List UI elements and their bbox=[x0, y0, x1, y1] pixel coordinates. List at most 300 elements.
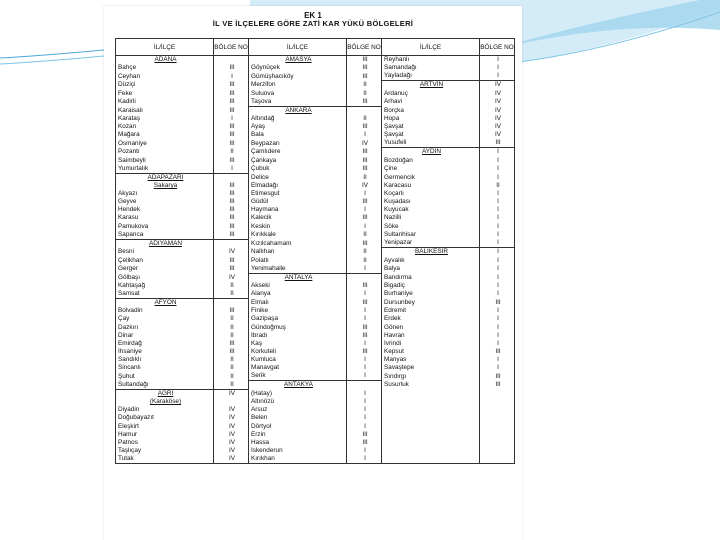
zone-number: III bbox=[347, 324, 382, 332]
table-row bbox=[116, 248, 515, 257]
table-row bbox=[116, 139, 515, 148]
zone-number bbox=[214, 173, 249, 182]
zone-number: I bbox=[480, 265, 515, 274]
district-name: Nazilli bbox=[382, 214, 480, 222]
zone-number: III bbox=[347, 56, 382, 65]
zone-number: I bbox=[347, 447, 382, 455]
zone-number: III bbox=[347, 431, 382, 439]
district-name: Arsuz bbox=[249, 406, 347, 414]
table-row bbox=[116, 315, 515, 323]
province-heading: ARTVİN bbox=[382, 81, 480, 90]
district-name: Arhavi bbox=[382, 98, 480, 107]
district-name: Taşova bbox=[249, 98, 347, 107]
district-name: Serik bbox=[249, 372, 347, 381]
zone-number bbox=[480, 447, 515, 455]
zone-number: IV bbox=[214, 414, 249, 422]
zone-number: III bbox=[347, 157, 382, 165]
district-name: Şavşat bbox=[382, 123, 480, 131]
zone-number: IV bbox=[214, 423, 249, 431]
zone-number: IV bbox=[214, 455, 249, 464]
column-header: İL/İLÇE bbox=[249, 39, 347, 56]
zone-number: I bbox=[214, 165, 249, 174]
zone-number: I bbox=[480, 173, 515, 182]
zone-number: III bbox=[214, 131, 249, 139]
district-name: Ardanuç bbox=[382, 90, 480, 98]
district-name: Elmadağı bbox=[249, 182, 347, 190]
district-name: Erdek bbox=[382, 315, 480, 323]
district-name: Eleşkirt bbox=[116, 423, 214, 431]
zone-number: IV bbox=[480, 131, 515, 139]
district-name: Kepsut bbox=[382, 348, 480, 356]
zone-number: III bbox=[347, 439, 382, 447]
column-header: İL/İLÇE bbox=[382, 39, 480, 56]
table-row bbox=[116, 455, 515, 464]
table-row bbox=[116, 290, 515, 299]
table-row bbox=[116, 72, 515, 81]
table-row bbox=[116, 282, 515, 290]
district-name: Akseki bbox=[249, 282, 347, 290]
table-row bbox=[116, 324, 515, 332]
district-name: Kızılcahamam bbox=[249, 239, 347, 248]
district-name: Sındırgı bbox=[382, 372, 480, 381]
district-name: Çine bbox=[382, 165, 480, 174]
zone-number: III bbox=[480, 348, 515, 356]
district-name: Tutak bbox=[116, 455, 214, 464]
district-name: Reyhanlı bbox=[382, 56, 480, 65]
zone-number bbox=[214, 56, 249, 65]
district-name bbox=[382, 447, 480, 455]
zone-number: II bbox=[214, 372, 249, 381]
province-heading: ANKARA bbox=[249, 106, 347, 115]
zone-number: I bbox=[480, 324, 515, 332]
district-name: Kozan bbox=[116, 123, 214, 131]
zone-number: I bbox=[480, 148, 515, 157]
table-row bbox=[116, 265, 515, 274]
district-name: Doğubayazıt bbox=[116, 414, 214, 422]
zone-number: I bbox=[347, 364, 382, 372]
table-row bbox=[116, 332, 515, 340]
district-name: Şuhut bbox=[116, 372, 214, 381]
zone-number: I bbox=[480, 315, 515, 323]
district-name: İbradı bbox=[249, 332, 347, 340]
province-heading: AYDIN bbox=[382, 148, 480, 157]
zone-number: IV bbox=[480, 90, 515, 98]
table-row bbox=[116, 190, 515, 198]
zone-number: III bbox=[214, 90, 249, 98]
zone-number: III bbox=[347, 72, 382, 81]
table-row bbox=[116, 223, 515, 231]
district-name bbox=[382, 423, 480, 431]
district-name: Altınözü bbox=[249, 398, 347, 406]
district-name: Ayvalık bbox=[382, 257, 480, 265]
district-name: Karataş bbox=[116, 115, 214, 123]
zone-number: IV bbox=[214, 390, 249, 399]
zone-number bbox=[480, 406, 515, 414]
district-name bbox=[382, 398, 480, 406]
district-name: Gündoğmuş bbox=[249, 324, 347, 332]
district-name: Etimesgut bbox=[249, 190, 347, 198]
district-name: Suluova bbox=[249, 90, 347, 98]
zone-number: I bbox=[347, 398, 382, 406]
district-name: Bolvadin bbox=[116, 307, 214, 315]
table-row bbox=[116, 273, 515, 282]
table-row bbox=[116, 390, 515, 399]
district-name: Gerger bbox=[116, 265, 214, 274]
zone-number: III bbox=[347, 123, 382, 131]
district-name: İvrindi bbox=[382, 340, 480, 348]
district-name: Savaştepe bbox=[382, 364, 480, 372]
district-name: Samsat bbox=[116, 290, 214, 299]
document-subtitle: İL VE İLÇELERE GÖRE ZATİ KAR YÜKÜ BÖLGELERİ bbox=[212, 19, 414, 28]
province-heading: ADIYAMAN bbox=[116, 239, 214, 248]
district-name bbox=[382, 431, 480, 439]
table-row bbox=[116, 447, 515, 455]
district-name bbox=[382, 439, 480, 447]
zone-number: III bbox=[214, 98, 249, 107]
table-row bbox=[116, 307, 515, 315]
district-name: Dursunbey bbox=[382, 299, 480, 308]
zone-number: I bbox=[347, 414, 382, 422]
zone-number: II bbox=[347, 231, 382, 240]
zone-number bbox=[347, 273, 382, 282]
district-name: Finike bbox=[249, 307, 347, 315]
zone-number: III bbox=[347, 98, 382, 107]
zone-number: I bbox=[347, 356, 382, 364]
district-name: Gönen bbox=[382, 324, 480, 332]
district-name: Haymana bbox=[249, 206, 347, 214]
zone-number: I bbox=[347, 340, 382, 348]
zone-number: II bbox=[347, 90, 382, 98]
zone-number: IV bbox=[347, 139, 382, 148]
table-row bbox=[116, 299, 515, 308]
district-name: Kırıkhan bbox=[249, 455, 347, 464]
zone-number: III bbox=[347, 299, 382, 308]
district-name: Karasu bbox=[116, 214, 214, 222]
district-name: Bandırma bbox=[382, 273, 480, 282]
table-row bbox=[116, 364, 515, 372]
district-name: Mağara bbox=[116, 131, 214, 139]
district-name: Bala bbox=[249, 131, 347, 139]
zone-number: III bbox=[480, 372, 515, 381]
table-row bbox=[116, 98, 515, 107]
zone-number: III bbox=[347, 148, 382, 157]
zone-number: III bbox=[214, 123, 249, 131]
table-row bbox=[116, 131, 515, 139]
zone-number: IV bbox=[214, 248, 249, 257]
table-row bbox=[116, 90, 515, 98]
zone-number: I bbox=[480, 356, 515, 364]
zone-number: III bbox=[480, 299, 515, 308]
zone-number bbox=[214, 398, 249, 406]
zone-number: IV bbox=[480, 81, 515, 90]
zone-number: II bbox=[214, 381, 249, 390]
district-name: Borçka bbox=[382, 106, 480, 115]
table-row bbox=[116, 64, 515, 72]
district-name: Akyazı bbox=[116, 190, 214, 198]
zone-number: I bbox=[347, 315, 382, 323]
zone-number: III bbox=[214, 307, 249, 315]
table-row bbox=[116, 356, 515, 364]
district-name: Sapanca bbox=[116, 231, 214, 240]
table-row bbox=[116, 81, 515, 90]
zone-number: I bbox=[347, 455, 382, 464]
zone-number: III bbox=[214, 182, 249, 190]
province-heading: AMASYA bbox=[249, 56, 347, 65]
zone-number bbox=[480, 390, 515, 399]
zone-number: II bbox=[214, 364, 249, 372]
zone-number: I bbox=[347, 307, 382, 315]
zone-number: III bbox=[214, 198, 249, 206]
zone-number: I bbox=[480, 239, 515, 248]
district-name: Kırıkkale bbox=[249, 231, 347, 240]
zone-number: II bbox=[214, 356, 249, 364]
zone-number: I bbox=[480, 282, 515, 290]
zone-number: III bbox=[214, 190, 249, 198]
district-name: Bozdoğan bbox=[382, 157, 480, 165]
zone-number: IV bbox=[480, 106, 515, 115]
zone-number: IV bbox=[214, 439, 249, 447]
zone-number bbox=[480, 423, 515, 431]
zone-number: IV bbox=[480, 98, 515, 107]
district-name: Bahçe bbox=[116, 64, 214, 72]
district-name: Bigadiç bbox=[382, 282, 480, 290]
zone-number: I bbox=[480, 340, 515, 348]
table-row bbox=[116, 439, 515, 447]
province-heading: BALIKESİR bbox=[382, 248, 480, 257]
zone-number: I bbox=[480, 307, 515, 315]
district-name: Saimbeyli bbox=[116, 157, 214, 165]
zone-number: I bbox=[347, 390, 382, 399]
district-name: Dazkırı bbox=[116, 324, 214, 332]
district-name bbox=[382, 406, 480, 414]
table-row bbox=[116, 165, 515, 174]
district-name: Dinar bbox=[116, 332, 214, 340]
zone-number: III bbox=[214, 206, 249, 214]
zone-number: II bbox=[214, 282, 249, 290]
district-name: Çay bbox=[116, 315, 214, 323]
zone-number: III bbox=[214, 340, 249, 348]
table-row bbox=[116, 257, 515, 265]
district-name: Altındağ bbox=[249, 115, 347, 123]
zone-number: III bbox=[347, 239, 382, 248]
district-name: Delice bbox=[249, 173, 347, 182]
zone-number: I bbox=[347, 265, 382, 274]
district-name: Kahtaşağ bbox=[116, 282, 214, 290]
table-row bbox=[116, 340, 515, 348]
table-row bbox=[116, 398, 515, 406]
zone-number: I bbox=[480, 198, 515, 206]
zone-number: I bbox=[480, 364, 515, 372]
zone-number: I bbox=[347, 372, 382, 381]
zone-number bbox=[347, 106, 382, 115]
table-header-row bbox=[116, 39, 515, 56]
zone-number: III bbox=[480, 381, 515, 390]
document-title: EK 1 bbox=[304, 11, 322, 20]
district-name bbox=[382, 455, 480, 464]
district-name: Düziçi bbox=[116, 81, 214, 90]
district-name: Yumurtalık bbox=[116, 165, 214, 174]
table-row bbox=[116, 414, 515, 422]
district-name: Kuyucak bbox=[382, 206, 480, 214]
zone-number: III bbox=[480, 139, 515, 148]
district-name: Çamlıdere bbox=[249, 148, 347, 157]
district-name: Susurluk bbox=[382, 381, 480, 390]
district-name: Havran bbox=[382, 332, 480, 340]
district-name: Yenipazar bbox=[382, 239, 480, 248]
district-name: Balya bbox=[382, 265, 480, 274]
zone-number: I bbox=[480, 231, 515, 240]
district-name: Pozantı bbox=[116, 148, 214, 157]
district-name: Merzifon bbox=[249, 81, 347, 90]
zone-number: II bbox=[347, 248, 382, 257]
zone-number: III bbox=[347, 198, 382, 206]
district-name: Dörtyol bbox=[249, 423, 347, 431]
zone-number: III bbox=[347, 282, 382, 290]
district-name: Yenimahalle bbox=[249, 265, 347, 274]
snow-load-zone-table bbox=[115, 38, 515, 464]
zone-number: III bbox=[214, 257, 249, 265]
district-name: Sandıklı bbox=[116, 356, 214, 364]
district-name: Gümüşhacıköy bbox=[249, 72, 347, 81]
zone-number: IV bbox=[347, 182, 382, 190]
zone-number: II bbox=[480, 182, 515, 190]
zone-number: II bbox=[347, 173, 382, 182]
district-name: Gazipaşa bbox=[249, 315, 347, 323]
table-row bbox=[116, 148, 515, 157]
district-name: Besni bbox=[116, 248, 214, 257]
zone-number: III bbox=[347, 165, 382, 174]
zone-number: III bbox=[214, 81, 249, 90]
district-name: İhsaniye bbox=[116, 348, 214, 356]
district-name: Nallıhan bbox=[249, 248, 347, 257]
document-page bbox=[104, 6, 522, 540]
zone-number: IV bbox=[480, 123, 515, 131]
district-name: Ayaş bbox=[249, 123, 347, 131]
table-row bbox=[116, 381, 515, 390]
district-name: Kaş bbox=[249, 340, 347, 348]
district-name: Patnos bbox=[116, 439, 214, 447]
district-name bbox=[382, 390, 480, 399]
table-row bbox=[116, 106, 515, 115]
table-body bbox=[116, 56, 515, 464]
district-name: Polatlı bbox=[249, 257, 347, 265]
district-name: Kumluca bbox=[249, 356, 347, 364]
column-header: BÖLGE NO bbox=[214, 39, 249, 56]
zone-number: I bbox=[214, 115, 249, 123]
district-name: Sincanlı bbox=[116, 364, 214, 372]
district-name: Göynüçek bbox=[249, 64, 347, 72]
district-name: Samandağı bbox=[382, 64, 480, 72]
district-name: Germencik bbox=[382, 173, 480, 182]
table-row bbox=[116, 214, 515, 222]
zone-number: I bbox=[480, 206, 515, 214]
zone-number: III bbox=[214, 64, 249, 72]
zone-number: I bbox=[347, 131, 382, 139]
district-name: Emirdağ bbox=[116, 340, 214, 348]
district-name: Çankaya bbox=[249, 157, 347, 165]
district-name: Kuşadası bbox=[382, 198, 480, 206]
zone-number: III bbox=[214, 157, 249, 165]
column-header: BÖLGE NO bbox=[480, 39, 515, 56]
table-row bbox=[116, 182, 515, 190]
zone-number: I bbox=[347, 206, 382, 214]
district-name: Şavşat bbox=[382, 131, 480, 139]
zone-number: I bbox=[347, 406, 382, 414]
district-name: Taşlıçay bbox=[116, 447, 214, 455]
district-name: Karacasu bbox=[382, 182, 480, 190]
table-row bbox=[116, 348, 515, 356]
district-name: İskenderun bbox=[249, 447, 347, 455]
zone-number: III bbox=[214, 139, 249, 148]
district-name: Ceyhan bbox=[116, 72, 214, 81]
province-heading: (Karaköse) bbox=[116, 398, 214, 406]
zone-number: I bbox=[480, 157, 515, 165]
district-name: Edremit bbox=[382, 307, 480, 315]
column-header: BÖLGE NO bbox=[347, 39, 382, 56]
district-name: Feke bbox=[116, 90, 214, 98]
zone-number: IV bbox=[214, 406, 249, 414]
zone-number: I bbox=[480, 214, 515, 222]
province-heading: ANTALYA bbox=[249, 273, 347, 282]
zone-number bbox=[480, 439, 515, 447]
zone-number: I bbox=[480, 290, 515, 299]
province-heading: ADAPAZARI bbox=[116, 173, 214, 182]
zone-number: II bbox=[347, 115, 382, 123]
zone-number: IV bbox=[214, 431, 249, 439]
district-name: Gölbaşı bbox=[116, 273, 214, 282]
table-row bbox=[116, 157, 515, 165]
zone-number: III bbox=[347, 64, 382, 72]
district-name: Hopa bbox=[382, 115, 480, 123]
zone-number: I bbox=[480, 56, 515, 65]
zone-number bbox=[480, 431, 515, 439]
zone-number: I bbox=[480, 273, 515, 282]
zone-number: I bbox=[480, 257, 515, 265]
province-heading: AGRI bbox=[116, 390, 214, 399]
table-row bbox=[116, 123, 515, 131]
zone-number: II bbox=[347, 257, 382, 265]
district-name: Karaisalı bbox=[116, 106, 214, 115]
zone-number: IV bbox=[214, 447, 249, 455]
district-name: Hamur bbox=[116, 431, 214, 439]
table-row bbox=[116, 173, 515, 182]
district-name: Belen bbox=[249, 414, 347, 422]
district-name: Erzin bbox=[249, 431, 347, 439]
zone-number: I bbox=[347, 223, 382, 231]
district-name: (Hatay) bbox=[249, 390, 347, 399]
zone-number: III bbox=[214, 348, 249, 356]
district-name: Çelikhan bbox=[116, 257, 214, 265]
district-name: Yusufeli bbox=[382, 139, 480, 148]
table-row bbox=[116, 206, 515, 214]
table-row bbox=[116, 372, 515, 381]
province-heading: ADANA bbox=[116, 56, 214, 65]
district-name: Koçarlı bbox=[382, 190, 480, 198]
province-heading: ANTAKYA bbox=[249, 381, 347, 390]
zone-number: I bbox=[347, 290, 382, 299]
zone-number bbox=[480, 398, 515, 406]
zone-number bbox=[214, 299, 249, 308]
district-name: Söke bbox=[382, 223, 480, 231]
district-name: Keskin bbox=[249, 223, 347, 231]
zone-number bbox=[347, 381, 382, 390]
zone-number: I bbox=[480, 190, 515, 198]
zone-number: I bbox=[347, 423, 382, 431]
zone-number: I bbox=[214, 72, 249, 81]
table-row bbox=[116, 423, 515, 431]
zone-number bbox=[480, 414, 515, 422]
zone-number: III bbox=[347, 214, 382, 222]
